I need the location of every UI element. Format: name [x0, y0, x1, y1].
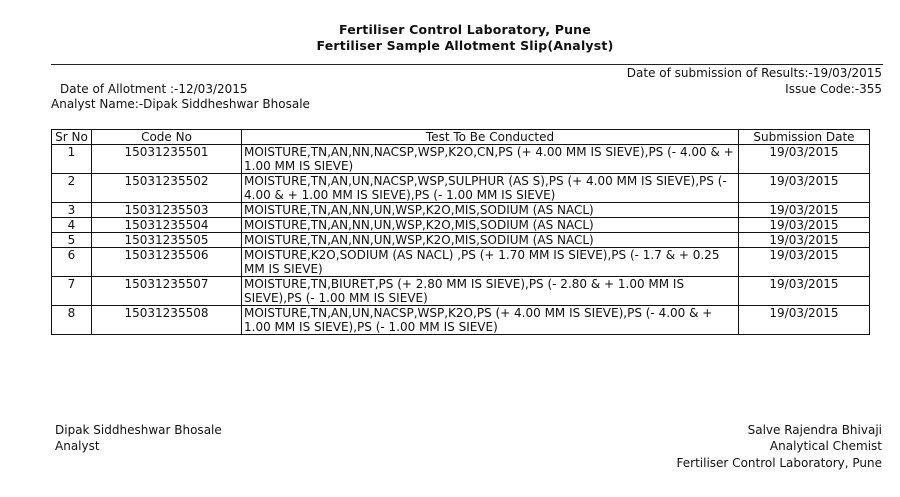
cell-submission-date: 19/03/2015 — [739, 218, 870, 233]
issue-code: Issue Code:-355 — [785, 82, 882, 96]
analyst-signature-role: Analyst — [55, 439, 100, 453]
cell-test: MOISTURE,TN,AN,UN,NACSP,WSP,K2O,PS (+ 4.00 MM IS SIEVE),PS (- 4.00 & + 1.00 MM IS SIEVE),PS (- 1.00 MM IS SIEVE) — [242, 306, 739, 335]
analyst-signature-name: Dipak Siddheshwar Bhosale — [55, 423, 222, 437]
cell-code-no: 15031235508 — [92, 306, 242, 335]
cell-code-no: 15031235507 — [92, 277, 242, 306]
column-header-submission-date: Submission Date — [739, 130, 870, 145]
cell-submission-date: 19/03/2015 — [739, 248, 870, 277]
table-row — [52, 174, 870, 203]
cell-submission-date: 19/03/2015 — [739, 145, 870, 174]
cell-test: MOISTURE,TN,AN,NN,NACSP,WSP,K2O,CN,PS (+ 4.00 MM IS SIEVE),PS (- 4.00 & + 1.00 MM IS SIEVE) — [242, 145, 739, 174]
cell-submission-date: 19/03/2015 — [739, 233, 870, 248]
cell-test: MOISTURE,TN,AN,NN,UN,WSP,K2O,MIS,SODIUM (AS NACL) — [242, 233, 739, 248]
table-row — [52, 145, 870, 174]
document-subtitle: Fertiliser Sample Allotment Slip(Analyst) — [316, 38, 614, 53]
cell-submission-date: 19/03/2015 — [739, 306, 870, 335]
cell-sr-no: 2 — [52, 174, 92, 203]
cell-code-no: 15031235503 — [92, 203, 242, 218]
table-row — [52, 306, 870, 335]
cell-test: MOISTURE,TN,AN,NN,UN,WSP,K2O,MIS,SODIUM (AS NACL) — [242, 218, 739, 233]
table-row — [52, 233, 870, 248]
cell-sr-no: 7 — [52, 277, 92, 306]
cell-test: MOISTURE,K2O,SODIUM (AS NACL) ,PS (+ 1.70 MM IS SIEVE),PS (- 1.7 & + 0.25 MM IS SIEVE) — [242, 248, 739, 277]
cell-sr-no: 1 — [52, 145, 92, 174]
cell-code-no: 15031235502 — [92, 174, 242, 203]
cell-submission-date: 19/03/2015 — [739, 203, 870, 218]
cell-test: MOISTURE,TN,AN,UN,NACSP,WSP,SULPHUR (AS S),PS (+ 4.00 MM IS SIEVE),PS (- 4.00 & + 1.00 MM IS SIEVE),PS (- 1.00 MM IS SIEVE) — [242, 174, 739, 203]
cell-code-no: 15031235505 — [92, 233, 242, 248]
table-row — [52, 203, 870, 218]
chemist-signature-name: Salve Rajendra Bhivaji — [747, 423, 882, 437]
cell-sr-no: 8 — [52, 306, 92, 335]
table-row — [52, 218, 870, 233]
table-row — [52, 277, 870, 306]
allotment-table — [51, 129, 870, 335]
column-header-test: Test To Be Conducted — [242, 130, 739, 145]
document-title: Fertiliser Control Laboratory, Pune — [339, 22, 591, 37]
column-header-code-no: Code No — [92, 130, 242, 145]
cell-code-no: 15031235501 — [92, 145, 242, 174]
chemist-signature-role: Analytical Chemist — [769, 439, 882, 453]
cell-submission-date: 19/03/2015 — [739, 277, 870, 306]
analyst-name: Analyst Name:-Dipak Siddheshwar Bhosale — [51, 97, 310, 111]
cell-submission-date: 19/03/2015 — [739, 174, 870, 203]
cell-sr-no: 4 — [52, 218, 92, 233]
cell-sr-no: 3 — [52, 203, 92, 218]
cell-sr-no: 5 — [52, 233, 92, 248]
allotment-date: Date of Allotment :-12/03/2015 — [60, 82, 248, 96]
table-header-row — [52, 130, 870, 145]
cell-code-no: 15031235506 — [92, 248, 242, 277]
cell-sr-no: 6 — [52, 248, 92, 277]
column-header-sr-no: Sr No — [52, 130, 92, 145]
cell-test: MOISTURE,TN,AN,NN,UN,WSP,K2O,MIS,SODIUM (AS NACL) — [242, 203, 739, 218]
cell-code-no: 15031235504 — [92, 218, 242, 233]
cell-test: MOISTURE,TN,BIURET,PS (+ 2.80 MM IS SIEVE),PS (- 2.80 & + 1.00 MM IS SIEVE),PS (- 1.00 MM IS SIEVE) — [242, 277, 739, 306]
table-row — [52, 248, 870, 277]
submission-date: Date of submission of Results:-19/03/2015 — [626, 66, 882, 80]
chemist-signature-org: Fertiliser Control Laboratory, Pune — [676, 456, 882, 470]
header-divider — [51, 64, 883, 65]
